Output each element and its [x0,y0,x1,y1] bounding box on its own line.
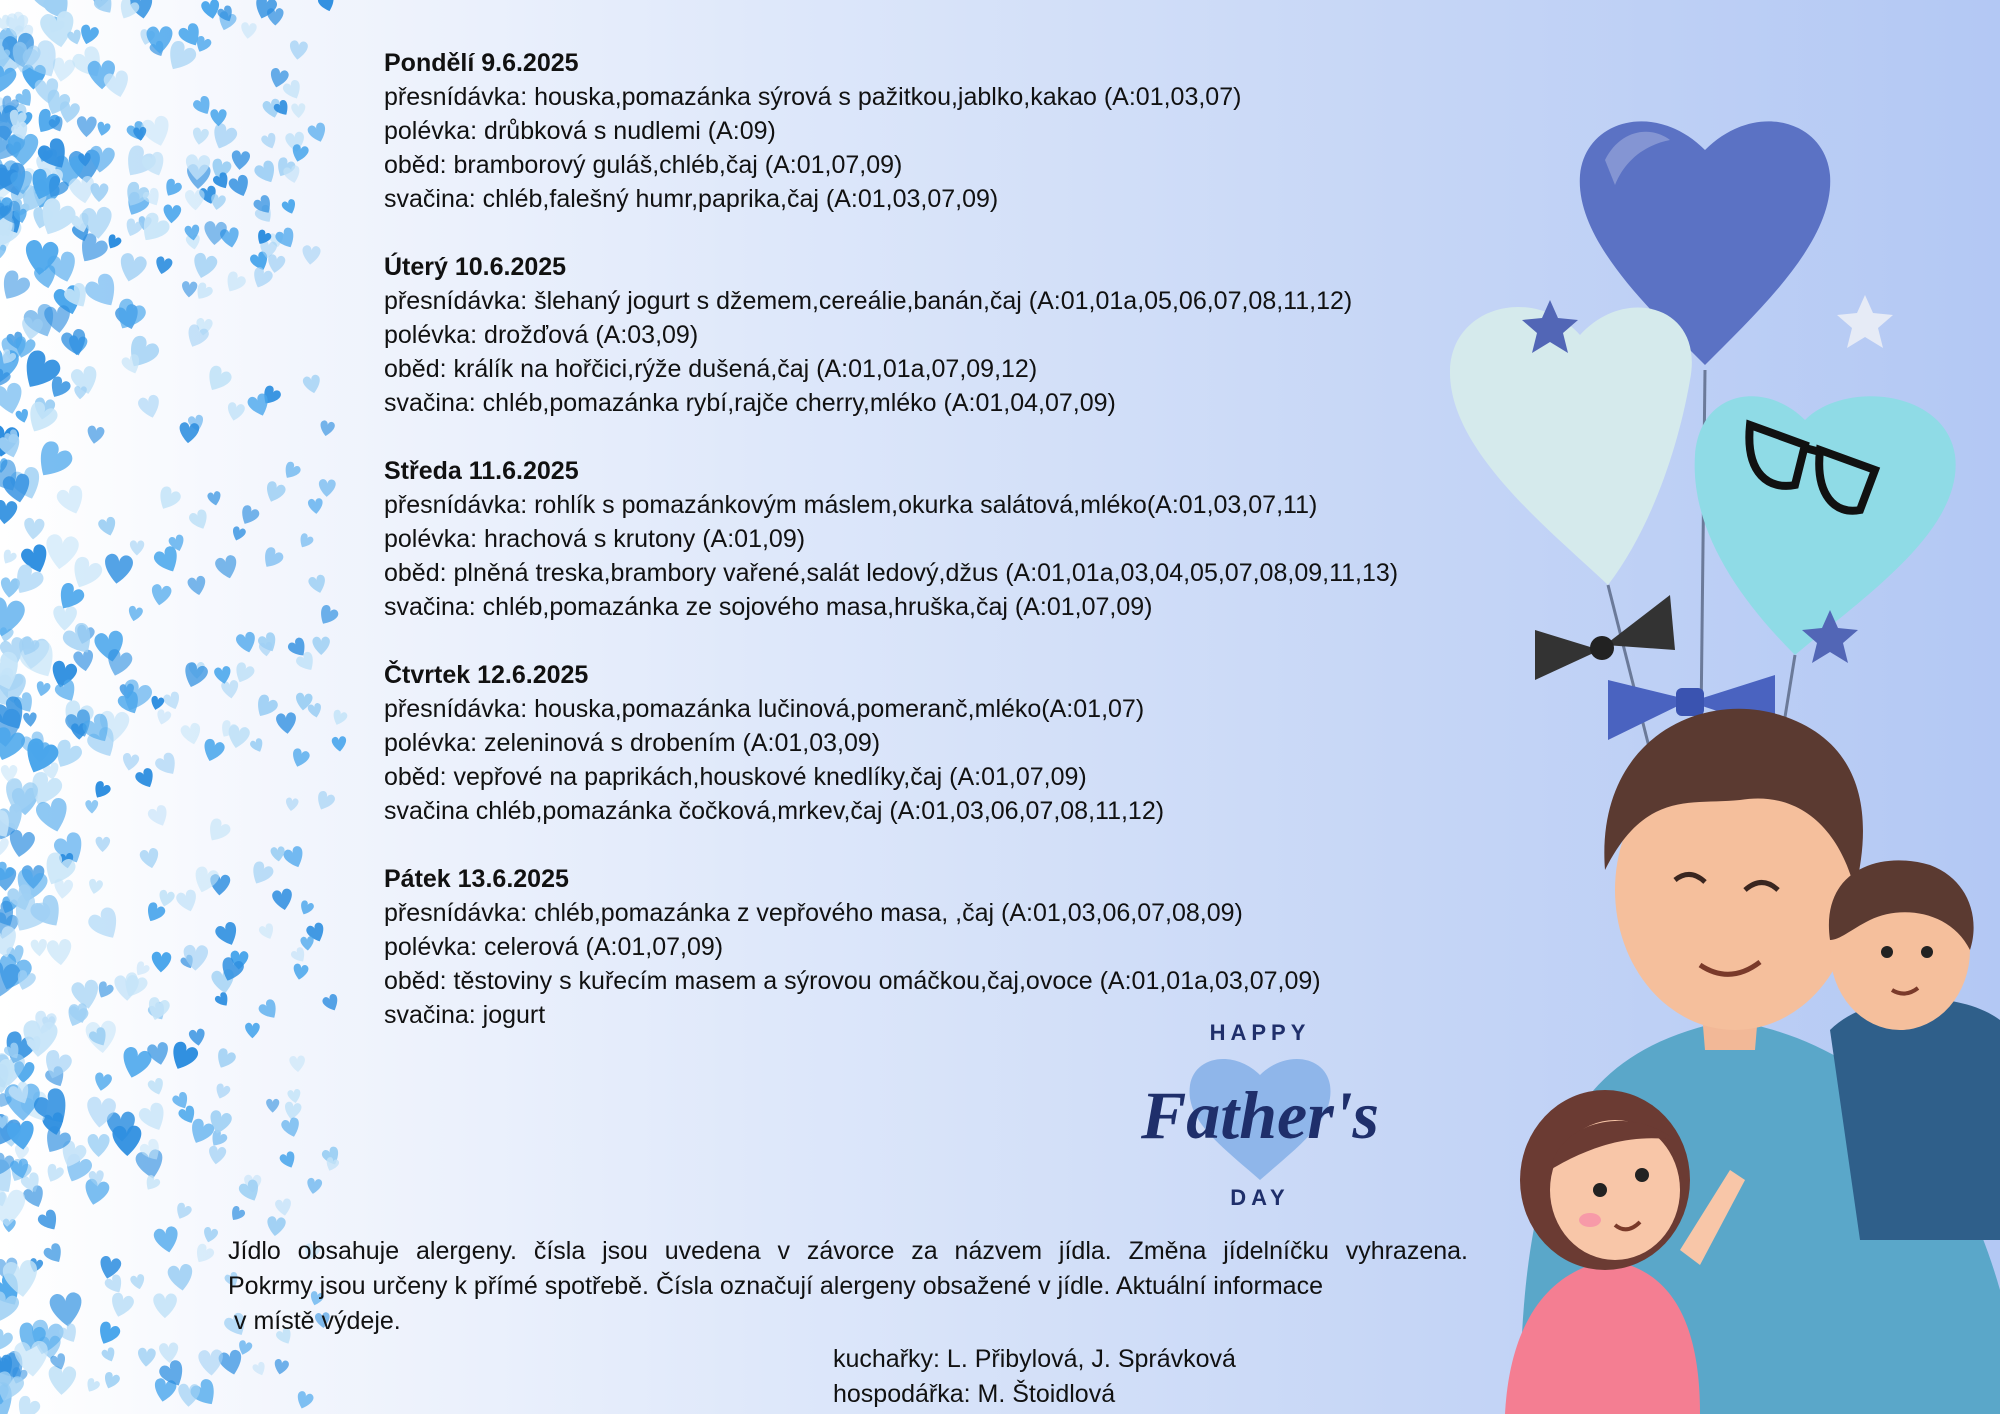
confetti-heart-icon [180,661,209,691]
day-title: Pondělí 9.6.2025 [384,49,579,77]
confetti-heart-icon [82,271,124,313]
confetti-heart-icon [289,747,311,769]
confetti-heart-icon [292,963,309,981]
confetti-heart-icon [208,122,239,153]
confetti-heart-icon [203,221,227,246]
confetti-heart-icon [285,797,299,812]
meal-soup: polévka: drožďová (A:03,09) [384,321,699,349]
logo-day-text: DAY [1230,1185,1290,1210]
meal-snack-afternoon: svačina: jogurt [384,1001,546,1029]
confetti-heart-icon [43,533,80,571]
notice-line-1: Jídlo obsahuje alergeny. čísla jsou uvedena v závorce za názvem jídla. Změna jídelníčku vyhrazena. [228,1237,1468,1265]
confetti-heart-icon [0,499,18,525]
confetti-heart-icon [198,1349,224,1376]
confetti-heart-icon [34,680,51,697]
confetti-heart-icon [23,517,45,540]
confetti-heart-icon [86,905,126,945]
cyan-heart-balloon [1695,396,1956,655]
fathers-day-illustration [1400,90,2000,1414]
meal-lunch: oběd: bramborový guláš,chléb,čaj (A:01,07,09) [384,151,903,179]
confetti-heart-icon [55,484,88,518]
day-title: Čtvrtek 12.6.2025 [384,661,589,689]
confetti-heart-icon [191,127,209,146]
meal-lunch: oběd: vepřové na paprikách,houskové knedlíky,čaj (A:01,07,09) [384,763,1087,791]
confetti-heart-icon [53,605,77,631]
confetti-heart-icon [175,888,200,914]
menu-day-monday [384,46,1504,216]
confetti-heart-icon [97,516,119,538]
confetti-heart-icon [166,1040,200,1075]
confetti-heart-icon [270,846,286,862]
confetti-heart-icon [228,1205,247,1224]
confetti-heart-icon [87,878,104,895]
confetti-heart-icon [225,401,245,422]
meal-snack-morning: přesnídávka: rohlík s pomazánkovým máslem,okurka salátová,mléko(A:01,03,07,11) [384,491,1318,519]
confetti-heart-icon [178,1383,201,1407]
day-title: Středa 11.6.2025 [384,457,579,485]
meal-snack-morning: přesnídávka: šlehaný jogurt s džemem,cereálie,banán,čaj (A:01,01a,05,06,07,08,11,12) [384,287,1353,315]
meal-lunch: oběd: plněná treska,brambory vařené,salát ledový,džus (A:01,01a,03,04,05,07,08,09,11,13) [384,559,1399,587]
confetti-heart-icon [86,425,105,445]
confetti-heart-icon [94,1320,122,1348]
confetti-heart-icon [214,991,232,1009]
confetti-heart-icon [213,665,232,685]
confetti-heart-icon [0,245,6,259]
confetti-heart-icon [178,422,199,444]
meal-snack-morning: přesnídávka: chléb,pomazánka z vepřového masa, ,čaj (A:01,03,06,07,08,09) [384,899,1243,927]
confetti-heart-icon [200,737,226,764]
confetti-heart-icon [137,394,163,421]
confetti-heart-icon [149,583,172,607]
confetti-heart-icon [274,226,299,251]
confetti-heart-icon [210,109,226,126]
confetti-heart-icon [93,1072,113,1093]
confetti-heart-icon [276,712,298,735]
confetti-hearts-decoration [0,0,380,1414]
meal-snack-morning: přesnídávka: houska,pomazánka sýrová s pažitkou,jablko,kakao (A:01,03,07) [384,83,1242,111]
confetti-heart-icon [237,504,261,528]
meal-lunch: oběd: králík na hořčici,rýže dušená,čaj (A:01,01a,07,09,12) [384,355,1038,383]
confetti-heart-icon [313,790,336,814]
confetti-heart-icon [127,605,144,623]
logo-happy-text: HAPPY [1209,1020,1311,1045]
confetti-heart-icon [308,498,324,515]
boy-figure [1829,860,2000,1240]
confetti-heart-icon [185,189,206,211]
meal-snack-afternoon: svačina: chléb,pomazánka ze sojového masa,hruška,čaj (A:01,07,09) [384,593,1153,621]
confetti-heart-icon [36,1208,62,1235]
confetti-heart-icon [249,737,266,754]
confetti-heart-icon [302,374,322,395]
meal-lunch: oběd: těstoviny s kuřecím masem a sýrovou omáčkou,čaj,ovoce (A:01,01a,03,07,09) [384,967,1321,995]
confetti-heart-icon [273,1358,290,1376]
confetti-heart-icon [162,690,183,711]
day-title: Pátek 13.6.2025 [384,865,569,893]
confetti-heart-icon [157,889,176,908]
confetti-heart-icon [101,1371,121,1391]
confetti-heart-icon [116,252,148,285]
confetti-heart-icon [180,722,204,747]
confetti-heart-icon [214,554,240,581]
bowtie-black-icon [1535,595,1675,680]
confetti-heart-icon [307,574,328,595]
confetti-heart-icon [23,712,37,727]
confetti-heart-icon [0,1189,25,1227]
menu-day-wednesday [384,454,1504,624]
confetti-heart-icon [78,24,100,47]
confetti-heart-icon [142,1174,161,1194]
confetti-heart-icon [257,998,282,1023]
confetti-heart-icon [245,1023,260,1038]
confetti-heart-icon [330,709,348,728]
confetti-heart-icon [153,1225,181,1254]
confetti-heart-icon [274,1198,292,1217]
confetti-heart-icon [0,548,18,566]
confetti-heart-icon [260,132,279,151]
confetti-heart-icon [214,920,242,949]
confetti-heart-icon [92,0,117,18]
confetti-heart-icon [130,1273,147,1290]
staff-manager: hospodářka: M. Štoidlová [833,1380,1116,1408]
confetti-heart-icon [90,183,109,202]
confetti-heart-icon [137,1347,156,1367]
confetti-heart-icon [181,281,197,298]
confetti-heart-icon [15,408,31,424]
weekly-menu [384,46,1504,1066]
menu-day-tuesday [384,250,1504,420]
confetti-heart-icon [280,1116,302,1139]
confetti-heart-icon [153,751,181,780]
confetti-heart-icon [230,150,250,171]
confetti-heart-icon [317,0,337,14]
confetti-heart-icon [149,695,165,711]
confetti-heart-icon [30,939,47,957]
confetti-heart-icon [213,1082,231,1101]
confetti-heart-icon [306,121,329,144]
meal-soup: polévka: celerová (A:01,07,09) [384,933,724,961]
confetti-heart-icon [301,245,321,266]
mint-heart-balloon [1450,307,1692,585]
confetti-heart-icon [147,1077,167,1097]
confetti-heart-icon [281,198,299,216]
confetti-heart-icon [307,702,323,718]
confetti-heart-icon [288,40,308,61]
confetti-heart-icon [12,1394,42,1414]
confetti-heart-icon [251,1361,267,1378]
confetti-heart-icon [155,709,173,727]
confetti-heart-icon [253,159,281,187]
confetti-heart-icon [187,575,208,597]
confetti-heart-icon [318,420,335,438]
confetti-heart-icon [296,532,314,551]
confetti-heart-icon [207,1145,227,1165]
confetti-heart-icon [103,553,134,585]
confetti-heart-icon [282,845,307,871]
meal-soup: polévka: drůbková s nudlemi (A:09) [384,117,776,145]
confetti-heart-icon [321,993,341,1014]
confetti-heart-icon [121,752,140,772]
confetti-heart-icon [190,251,219,281]
menu-day-friday [384,862,1504,1032]
confetti-heart-icon [213,1047,238,1072]
confetti-heart-icon [108,1291,136,1319]
meal-snack-afternoon: svačina: chléb,falešný humr,paprika,čaj (A:01,03,07,09) [384,185,999,213]
happy-fathers-day-logo [1100,1010,1420,1220]
confetti-heart-icon [258,922,277,942]
confetti-heart-icon [281,460,303,482]
confetti-heart-icon [43,1163,65,1186]
confetti-heart-icon [281,79,304,103]
confetti-heart-icon [84,1377,101,1395]
confetti-heart-icon [289,1055,306,1072]
confetti-heart-icon [90,780,112,802]
confetti-heart-icon [173,1201,193,1221]
meal-soup: polévka: hrachová s krutony (A:01,09) [384,525,806,553]
confetti-heart-icon [130,540,145,555]
confetti-heart-icon [271,888,294,912]
confetti-heart-icon [48,1365,77,1395]
confetti-heart-icon [139,847,161,870]
staff-signature [833,1342,1236,1412]
meal-snack-afternoon: svačina: chléb,pomazánka rybí,rajče cherry,mléko (A:01,04,07,09) [384,389,1116,417]
confetti-heart-icon [159,1342,179,1363]
day-title: Úterý 10.6.2025 [384,253,567,281]
confetti-heart-icon [247,860,275,889]
confetti-heart-icon [318,479,336,497]
meal-snack-morning: přesnídávka: houska,pomazánka lučinová,pomeranč,mléko(A:01,07) [384,695,1145,723]
confetti-heart-icon [146,804,171,830]
menu-day-thursday [384,658,1504,828]
confetti-heart-icon [0,837,9,855]
confetti-heart-icon [312,637,330,655]
confetti-heart-icon [49,1292,84,1328]
confetti-heart-icon [207,491,223,507]
allergen-notice [228,1234,1468,1339]
confetti-heart-icon [115,0,141,23]
confetti-heart-icon [259,545,285,572]
confetti-heart-icon [101,1346,118,1363]
confetti-heart-icon [183,945,208,971]
confetti-heart-icon [298,899,315,917]
confetti-heart-icon [140,150,169,179]
meal-soup: polévka: zeleninová s drobením (A:01,03,09) [384,729,881,757]
confetti-heart-icon [230,525,247,542]
confetti-heart-icon [227,173,252,199]
confetti-heart-icon [235,631,259,655]
confetti-heart-icon [240,22,257,40]
confetti-heart-icon [57,1322,81,1346]
confetti-heart-icon [154,256,174,276]
confetti-heart-icon [6,1120,36,1152]
confetti-heart-icon [0,1327,15,1354]
staff-cooks: kuchařky: L. Přibylová, J. Správková [833,1345,1236,1373]
confetti-heart-icon [167,1263,195,1292]
confetti-heart-icon [306,1177,323,1195]
confetti-heart-icon [202,364,234,396]
confetti-heart-icon [88,1134,110,1157]
confetti-heart-icon [95,121,111,137]
confetti-heart-icon [249,266,274,292]
confetti-heart-icon [95,837,110,853]
confetti-heart-icon [77,116,97,137]
notice-line-3: v místě výdeje. [234,1307,401,1335]
confetti-heart-icon [134,767,158,792]
confetti-heart-icon [188,508,212,532]
logo-fathers-text: Father's [1140,1077,1380,1153]
confetti-heart-icon [137,1101,171,1136]
confetti-heart-icon [251,693,279,722]
confetti-heart-icon [291,103,306,118]
confetti-heart-icon [161,177,183,199]
confetti-heart-icon [46,938,73,966]
confetti-heart-icon [278,1150,298,1170]
confetti-heart-icon [262,480,287,505]
confetti-heart-icon [0,268,33,306]
confetti-heart-icon [188,1028,206,1047]
confetti-heart-icon [222,270,248,296]
confetti-heart-icon [315,603,340,628]
confetti-heart-icon [266,1099,279,1113]
confetti-heart-icon [294,1390,314,1411]
confetti-heart-icon [203,816,232,846]
confetti-heart-icon [42,1242,67,1267]
confetti-heart-icon [201,1226,219,1244]
confetti-heart-icon [191,1242,215,1267]
confetti-heart-icon [85,800,98,814]
confetti-heart-icon [154,485,183,514]
confetti-heart-icon [7,829,36,859]
confetti-heart-icon [151,952,171,973]
notice-line-2: Pokrmy jsou určeny k přímé spotřebě. Čísla označují alergeny obsažené v jídle. Aktuální informace [228,1272,1323,1300]
meal-snack-afternoon: svačina chléb,pomazánka čočková,mrkev,čaj (A:01,03,06,07,08,11,12) [384,797,1165,825]
confetti-heart-icon [153,1293,177,1318]
confetti-heart-icon [331,736,347,752]
